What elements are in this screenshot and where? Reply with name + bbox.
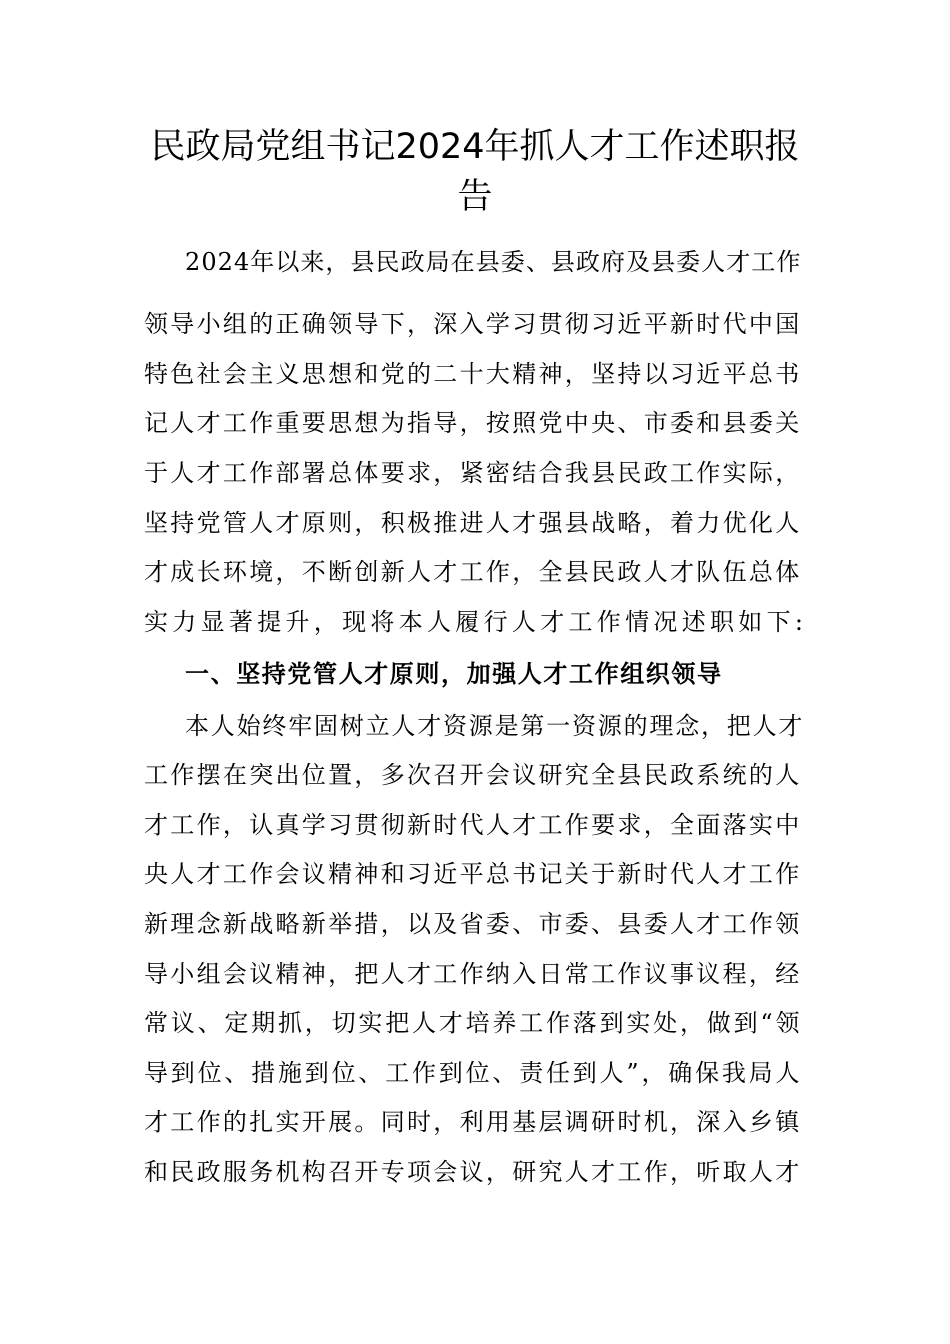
paragraph-2-line: 才工作，认真学习贯彻新时代人才工作要求，全面落实中 [144, 811, 802, 839]
paragraph-1-line: 记人才工作重要思想为指导，按照党中央、市委和县委关 [144, 409, 802, 437]
paragraph-2-line: 导小组会议精神，把人才工作纳入日常工作议事议程，经 [144, 960, 802, 988]
paragraph-2-line: 和民政服务机构召开专项会议，研究人才工作，听取人才 [144, 1158, 802, 1186]
section-heading-1: 一、坚持党管人才原则，加强人才工作组织领导 [185, 660, 723, 688]
title-line-2: 告 [457, 177, 493, 217]
paragraph-1-line: 于人才工作部署总体要求，紧密结合我县民政工作实际， [144, 459, 802, 487]
paragraph-2-line: 央人才工作会议精神和习近平总书记关于新时代人才工作 [144, 860, 802, 888]
document-title [140, 122, 810, 222]
paragraph-2-line: 常议、定期抓，切实把人才培养工作落到实处，做到“领 [144, 1009, 803, 1037]
paragraph-2-line: 才工作的扎实开展。同时，利用基层调研时机，深入乡镇 [144, 1108, 802, 1136]
paragraph-1-line: 坚持党管人才原则，积极推进人才强县战略，着力优化人 [144, 509, 802, 537]
paragraph-1-line: 才成长环境，不断创新人才工作，全县民政人才队伍总体 [144, 558, 802, 586]
paragraph-2-line: 新理念新战略新举措，以及省委、市委、县委人才工作领 [144, 910, 802, 938]
paragraph-1-line: 特色社会主义思想和党的二十大精神，坚持以习近平总书 [144, 360, 802, 388]
paragraph-2-line: 工作摆在突出位置，多次召开会议研究全县民政系统的人 [144, 761, 802, 789]
paragraph-1-line: 领导小组的正确领导下，深入学习贯彻习近平新时代中国 [144, 310, 802, 338]
paragraph-2-line: 本人始终牢固树立人才资源是第一资源的理念，把人才 [185, 712, 805, 740]
title-line-1: 民政局党组书记2024年抓人才工作述职报 [150, 127, 800, 167]
paragraph-2-line: 导到位、措施到位、工作到位、责任到人”，确保我局人 [144, 1059, 803, 1087]
paragraph-1-line: 实力显著提升，现将本人履行人才工作情况述职如下: [144, 608, 808, 636]
paragraph-1-line: 2024年以来，县民政局在县委、县政府及县委人才工作 [185, 248, 802, 276]
